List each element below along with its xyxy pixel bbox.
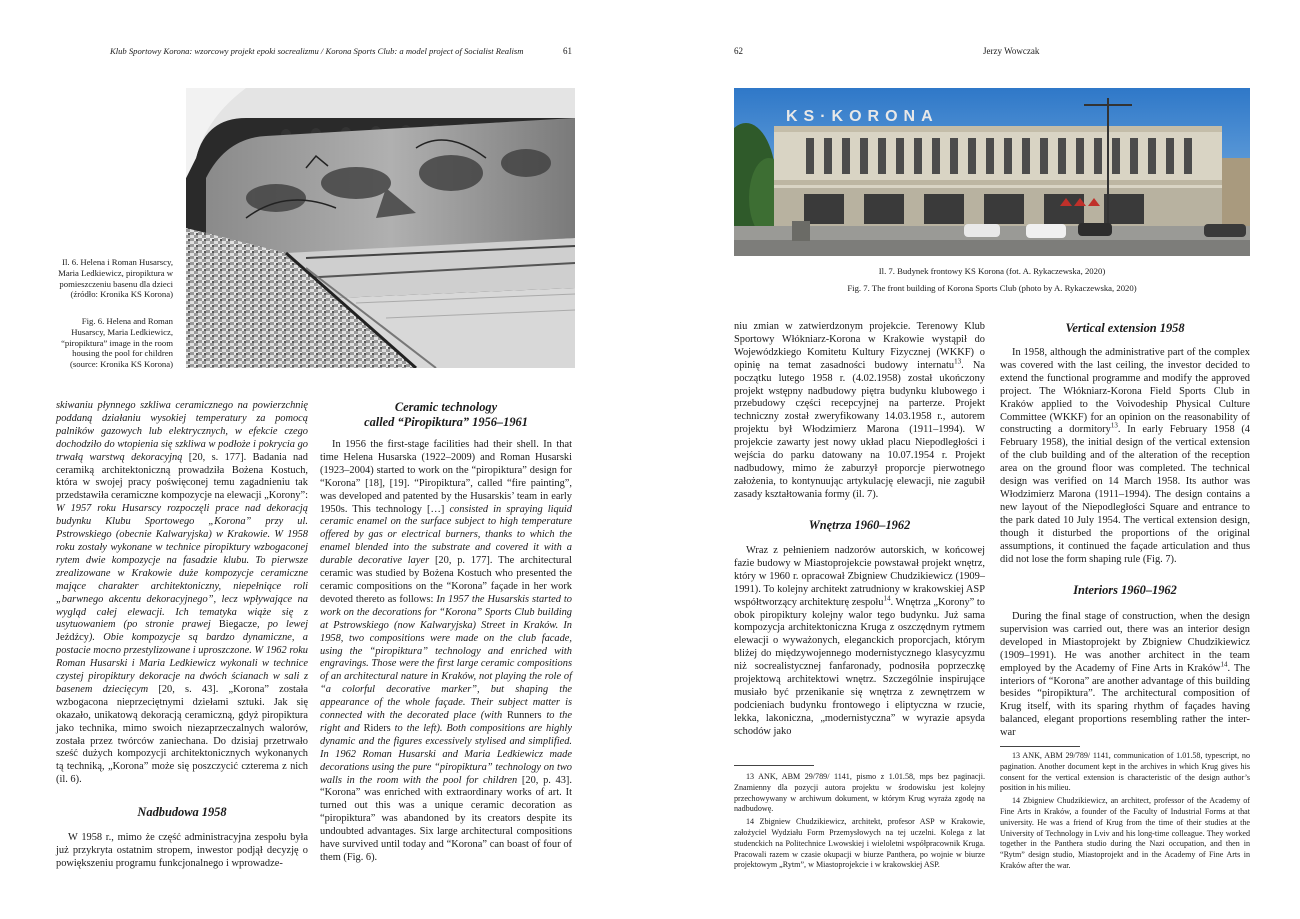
word-riders: Riders: [363, 722, 391, 734]
footnote-ref-14: 14: [883, 594, 891, 603]
footnote-en-14: 14 Zbigniew Chudzikiewicz, an architect, professor of the Academy of Fine Arts in Kraków, a founder of the Faculty of Industrial Forms at that university. He was a friend of Krug from the time of their studies at the University of Technology in Lviv and his long-time colleague. They worked together in the Panthera studio during the Nazi occupation, and then in “Rytm” design studio, Miastoprojekt and in the Academy of Fine Arts in Kraków after the war.: [1000, 796, 1250, 870]
pool-mural-photo: [186, 88, 575, 368]
english-body-column: [320, 439, 572, 865]
text-pl-1: [20, s. 177]. Badania nad ceramiką architektoniczną prowadziła Bożena Kostuch, która w swojej pracy poświęconej temu zagadnieniu tak przedstawiła ceramiczne kompozycje na elewacji „Korony”:: [56, 451, 308, 502]
text-pl-5: Wraz z pełnieniem nadzorów autorskich, w końcowej fazie budowy w Miastoprojekcie powstawał projekt wnętrz, który w 1960 r. opracował Zbigniew Chudzikiewicz (1909–1991). To kolejny architekt zatrudniony w krakowskiej ASP współtworzący architekturę zespołu: [734, 545, 985, 608]
text-en-6: During the final stage of construction, when the design supervision was carried out, there was an interior design developed in Miastoprojekt by Zbigniew Chudzikiewicz (1909–1991). He was another architect in the team employed by the Academy of Fine Arts in Kraków: [1000, 611, 1250, 674]
word-jezdzcy: Jeźdźcy: [56, 632, 89, 644]
footnote-pl-13: 13 ANK, ABM 29/789/ 1141, pismo z 1.01.58, mps bez paginacji. Znamienny dla pozycji autora projektu w środowisku jest kolejny przechowywany w archiwum dokument, w którym Krug wyraża zgodę na nadbudowę.: [734, 772, 985, 814]
quote-en-3: to the right and: [320, 710, 572, 734]
nadbudowa-paragraph: W 1958 r., mimo że część administracyjna zespołu była już przykryta ostatnim stropem, inwestor podjął decyzję o powiększeniu programu funkcjonalnego i wprowadze-: [56, 832, 308, 869]
text-pl-6: . Wnętrza „Korony” to obok piropiktury kolejny walor tego budynku. Już sama kompozycja architektoniczna Kruga z oszczędnym rytmem elewacji o wyważonych, eleganckich proporcjach, którym bliżej do międzywojennego modernistycznego klasycyzmu niż socrealistycznej fanfaronady, podnosiła poprzeczkę projektową architektowi wnętrz. Szczególnie inspirujące musiało być przenikanie się wnętrza z zewnętrzem w podcieniach budynku frontowego i eliptyczna w rzucie, lekka, lakoniczna, „modernistyczna” w wyrazie apsyda schodów jako: [734, 596, 985, 737]
heading-ceramic-technology: [320, 400, 572, 429]
figure-7-caption-pl: Il. 7. Budynek frontowy KS Korona (fot. A. Rykaczewska, 2020): [878, 266, 1106, 276]
footnote-rule: [734, 765, 814, 766]
building-sign: KS·KORONA: [786, 108, 939, 125]
text-pl-4: . Na początku lutego 1958 r. (4.02.1958) został ukończony projekt wstępny nadbudowy piętra budynku klubowego i przebudowy części recepcyjnej na parterze. Projekt techniczny został zweryfikowany 14.03.1958 r., autorem projektu był Włodzimierz Marona (1911–1994). W projekcie zawarty jest nowy układ placu Niepodległości i wejścia do parku datowany na 10.07.1954 r. Projekt nadbudowy, mimo że zaburzył proporcje pierwotnego założenia, to kontynuując artykulację elewacji, nie zagubił zasady kształtowania formy (il. 7).: [734, 359, 986, 500]
quote-en-2: In 1957 the Husarskis started to work on the decorations for “Korona” Sports Club building at Pstrowskiego (now Kalwaryjska) Street in Kraków. In 1958, two compositions were made on the club facade, using the “piropiktura” technology and enriched with engravings. Those were the first large ceramic compositions of an architectural nature in Kraków, not playing the role of “a colorful decorative marker”, but shaping the appearance of the whole façade. Their subject matter is connected with the decorated place (with: [320, 593, 572, 722]
footnotes-en: [1000, 751, 1250, 874]
footnote-pl-14: 14 Zbigniew Chudzikiewicz, architekt, profesor ASP w Krakowie, założyciel Wydziału Form Przemysłowych na tej uczelni. Kolega z lat studenckich na Politechnice Lwowskiej i wieloletni współpracownik Kruga. Pracowali razem w czasie okupacji w biurze Panthera, po wojnie w biurze projektowym „Rytm”, w Miastoprojekcie i w krakowskiej ASP.: [734, 817, 985, 870]
polish-body-column-right: [734, 321, 985, 502]
wnetrza-paragraph: [734, 545, 985, 739]
vertical-extension-paragraph: [1000, 347, 1250, 566]
heading-wnetrza: Wnętrza 1960–1962: [808, 518, 911, 532]
quote-pl-2: W 1957 roku Husarscy rozpoczęli prace nad dekoracją budynku Klubu Sportowego „Korona” przy ul. Pstrowskiego (obecnie Kalwaryjska) w Krakowie. W 1958 roku zostały wykonane w technice piropiktury wzbogaconej rytem dwie kompozycje na fasadzie klubu. To pierwsze zrealizowane w Krakowie duże kompozycje ceramiczne mające charakter architektoniczny, niepełniące roli „barwnego akcentu dekoracyjnego”, lecz wpływające na wygląd całej elewacji. Ich tematyka wiąże się z usytuowaniem (po stronie prawej: [56, 503, 308, 631]
footnote-rule-en: [1000, 746, 1080, 747]
text-en-4: In 1958, although the administrative part of the complex was covered with the last ceiling, the investor decided to extend the functional programme and modify the approved project. The Włókniarz-Korona Field Sports Club in Kraków applied to the Voivodeship Physical Culture Committee (WKKF) for an opinion on the reasonability of constructing a dormitory: [1000, 347, 1250, 436]
heading-ceramic-line-2: called “Piropiktura” 1956–1961: [364, 414, 528, 429]
heading-ceramic-line-1: Ceramic technology: [394, 400, 498, 414]
text-en-7: . The interiors of “Korona” are another advantage of this building besides “piropiktura”. The architectural composition of Krug itself, with its sparing rhythm of façades having balanced, elegant proportions resembling rather the inter-war: [1000, 662, 1250, 739]
korona-building-image: [734, 88, 1250, 256]
right-page: [650, 0, 1300, 919]
interiors-paragraph: [1000, 611, 1250, 740]
text-en-5: . In early February 1958 (4 February 1958), the initial design of the vertical extension of the club building and of the alteration of the reception area on the ground floor was completed. The technical design was verified on 14 March 1958. Its author was Włodzimierz Marona (1911–1994). The design contains a new layout of the Niepodległości Square and entrance to the park dated 10 July 1954. The vertical extension design, though it disturbed the proportions of the original assumptions, it continued the façade articulation and thus did not lose the form shaping rule (Fig. 7).: [1000, 424, 1251, 565]
running-header: Jerzy Wowczak: [983, 46, 1040, 56]
quote-pl-3: , po lewej: [256, 619, 308, 631]
pool-mural-image: [186, 88, 575, 368]
heading-interiors: Interiors 1960–1962: [1073, 583, 1177, 597]
text-pl-2: [20, s. 43]. „Korona” została wzbogacona nieprzeciętnymi dziełami sztuki. Jak się okazało, unikatową dekoracją ceramiczną, gdyż piropiktura jako technika, mimo swoich niezaprzeczalnych walorów, została przez twórców zaniechana. Do dzisiaj przetrwało sześć dużych kompozycji architektonicznych wykonanych tą techniką, „Korona” może się poszczycić czterema z nich (il. 6).: [56, 683, 309, 786]
page-number: 61: [563, 46, 572, 56]
text-en-2: [20, p. 177]. The architectural ceramic was studied by Bożena Kostuch who presented the ceramic compositions on the “Korona” façade in her work devoted thereto as follows:: [320, 555, 572, 605]
quote-en-1: consisted in spraying liquid ceramic enamel on the surface subject to high temperature offered by gas or electrical burners, thanks to which the enamel blended into the substrate and covered it with a durable decorative layer: [320, 503, 572, 567]
heading-vertical-extension: Vertical extension 1958: [1065, 321, 1185, 335]
footnote-en-13: 13 ANK, ABM 29/789/ 1141, communication of 1.01.58, typescript, no pagination. Another document kept in the archives in which Krug gives his consent for the vertical extension is characteristic of the design author’s position in his milieu.: [1000, 751, 1250, 793]
korona-building-photo: [734, 88, 1250, 256]
figure-6-caption-pl: Il. 6. Helena i Roman Husarscy, Maria Ledkiewicz, piropiktura w pomieszczeniu basenu dla dzieci (źródło: Kronika KS Korona): [58, 257, 173, 300]
footnote-ref-13: 13: [954, 357, 962, 366]
footnote-ref-13-en: 13: [1110, 421, 1118, 430]
quote-en-4: to the left). Both compositions are highly dynamic and the figures excessively stylised and simplified. In 1962 Roman Husarski and Maria Ledkiewicz made decorations using the pure “piropiktura” technology on two walls in the room with the pool for children: [320, 722, 572, 786]
footnotes-pl: [734, 772, 985, 873]
page-number: 62: [734, 46, 743, 56]
heading-nadbudowa: Nadbudowa 1958: [137, 805, 227, 819]
running-header: Klub Sportowy Korona: wzorcowy projekt epoki socrealizmu / Korona Sports Club: a model project of Socialist Realism: [110, 46, 524, 56]
word-runners: Runners: [506, 710, 542, 722]
figure-7-caption-en: Fig. 7. The front building of Korona Sports Club (photo by A. Rykaczewska, 2020): [847, 283, 1137, 293]
text-en-3: [20, p. 43]. “Korona” was enriched with extraordinary works of art. It turned out this was a unique ceramic decoration as “piropiktura” was abandoned by its creators despite its undoubted advantages. Six large architectural compositions have survived until today and “Korona” can boast of four of them (Fig. 6).: [320, 774, 572, 863]
text-en-1: In 1956 the first-stage facilities had their shell. In that time Helena Husarska (1922–2009) and Roman Husarski (1923–2004) started to work on the “piropiktura” design for “Korona” [18], [19]. “Piropiktura”, called “fire painting”, was developed and patented by the Husarskis’ team in early 1950s. This technology […]: [320, 439, 572, 515]
polish-body-column: [56, 400, 308, 787]
quote-pl-4: ). Obie kompozycje są bardzo dynamiczne, a postacie mocno przestylizowane i uproszczone. W 1962 roku Roman Husarski i Maria Ledkiewicz wykonali w technice czystej piropiktury dekoracje na dwóch ścianach w sali z basenem dziecięcym: [56, 632, 308, 695]
figure-6-caption-en: Fig. 6. Helena and Roman Husarscy, Maria Ledkiewicz, “piropiktura” image in the room housing the pool for children (source: Kronika KS Korona): [61, 316, 173, 370]
quote-pl-1: skiwaniu płynnego szkliwa ceramicznego na powierzchnię poddaną działaniu wysokiej temperatury za pomocą palników gazowych lub elektrycznych, w efekcie czego dochodziło do wtopienia się szkliwa w podłoże i pokrycia go trwałą warstwą dekoracyjną: [56, 400, 308, 463]
word-biegacze: Biegacze: [218, 619, 257, 631]
footnote-ref-14-en: 14: [1220, 660, 1228, 669]
text-pl-3: niu zmian w zatwierdzonym projekcie. Terenowy Klub Sportowy Włókniarz-Korona w Krakowie wystąpił do Wojewódzkiego Komitetu Kultury Fizycznej (WKKF) o opinię na temat zasadności budowy internatu: [734, 321, 985, 371]
